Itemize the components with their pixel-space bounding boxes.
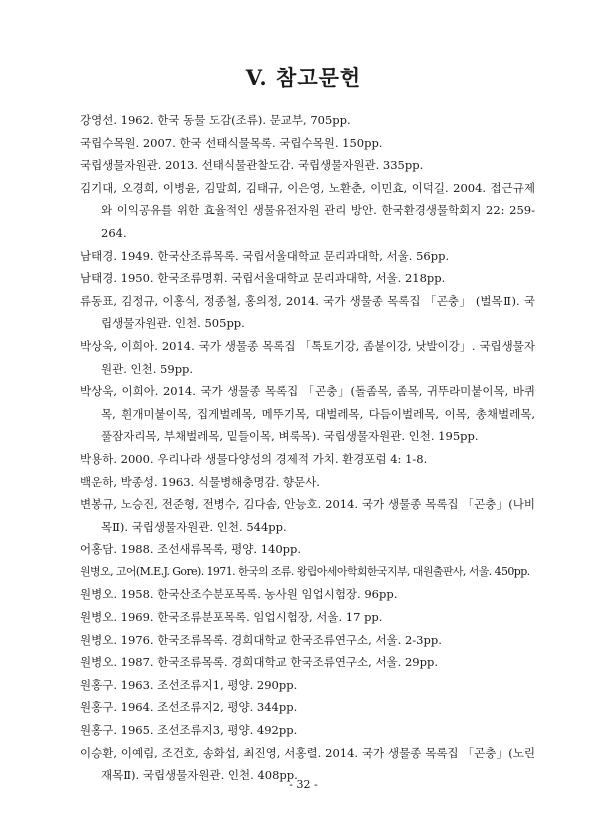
reference-item: 류동표, 김정규, 이홍식, 정종철, 홍의정, 2014. 국가 생물종 목록집 「곤충」 (벌목Ⅱ). 국립생물자원관. 인천. 505pp. (80, 293, 535, 331)
reference-item: 박상욱, 이희아. 2014. 국가 생물종 목록집 「곤충」(돌좀목, 좀목, 귀뚜라미붙이목, 바퀴목, 흰개미붙이목, 집게벌레목, 메뚜기목, 대벌레목, 다듬이벌레목, 이목, 총채벌레목, 풀잠자리목, 부채벌레목, 밑들이목, 벼룩목). 국립생물자원관. 인천. 195pp. (80, 384, 535, 444)
reference-list (80, 109, 535, 787)
reference-item: 박용하. 2000. 우리나라 생물다양성의 경제적 가치. 환경포럼 4: 1-8. (80, 451, 428, 466)
reference-item: 국립수목원. 2007. 한국 선태식물목록. 국립수목원. 150pp. (80, 135, 383, 150)
section-title: V. 참고문헌 (245, 65, 362, 90)
reference-item: 원홍구. 1964. 조선조류지2, 평양. 344pp. (80, 700, 298, 715)
reference-item: 원병오. 1987. 한국조류목록. 경희대학교 한국조류연구소, 서울. 29pp. (80, 655, 438, 670)
reference-item: 강영선. 1962. 한국 동물 도감(조류). 문교부, 705pp. (80, 113, 351, 127)
reference-item: 원병오. 1958. 한국산조수분포목록. 농사원 임업시험장. 96pp. (80, 587, 398, 602)
reference-item: 남태경. 1950. 한국조류명휘. 국립서울대학교 문리과대학, 서울. 218pp. (80, 271, 446, 286)
reference-item: 원병오. 1969. 한국조류분포목록. 임업시험장, 서울. 17 pp. (80, 610, 383, 625)
reference-item: 변봉규, 노승진, 전준형, 전병수, 김다솜, 안능호. 2014. 국가 생물종 목록집 「곤충」(나비목Ⅱ). 국립생물자원관. 인천. 544pp. (80, 497, 535, 534)
reference-item: 이승환, 이예림, 조건호, 송화섭, 최진영, 서홍렬. 2014. 국가 생물종 목록집 「곤충」(노린재목Ⅱ). 국립생물자원관. 인천. 408pp. (80, 745, 535, 783)
reference-item: 원병오, 고어(M.E.J. Gore). 1971. 한국의 조류. 왕립아세아학회한국지부, 대원출판사, 서울. 450pp. (80, 564, 530, 578)
reference-item: 박상욱, 이희아. 2014. 국가 생물종 목록집 「톡토기강, 좀붙이강, 낫발이강」. 국립생물자원관. 인천. 59pp. (80, 338, 535, 376)
reference-item: 백운하, 박종성. 1963. 식물병해충명감. 향문사. (80, 474, 320, 489)
reference-item: 원홍구. 1965. 조선조류지3, 평양. 492pp. (80, 723, 298, 738)
reference-item: 국립생물자원관. 2013. 선태식물관찰도감. 국립생물자원관. 335pp. (80, 158, 424, 173)
reference-item: 남태경. 1949. 한국산조류목록. 국립서울대학교 문리과대학, 서울. 56pp. (80, 248, 450, 263)
reference-item: 원병오. 1976. 한국조류목록. 경희대학교 한국조류연구소, 서울. 2-3pp. (80, 632, 442, 647)
page-number: - 32 - (289, 778, 318, 791)
reference-item: 원홍구. 1963. 조선조류지1, 평양. 290pp. (80, 677, 298, 692)
reference-item: 어홍담. 1988. 조선새류목록, 평양. 140pp. (80, 542, 302, 557)
reference-item: 김기대, 오경희, 이병윤, 김말희, 김태규, 이은영, 노환춘, 이민효, 이덕길. 2004. 접근규제와 이익공유를 위한 효율적인 생물유전자원 관리 방안. 한국환경생물학회지 22: 259-264. (80, 180, 535, 240)
